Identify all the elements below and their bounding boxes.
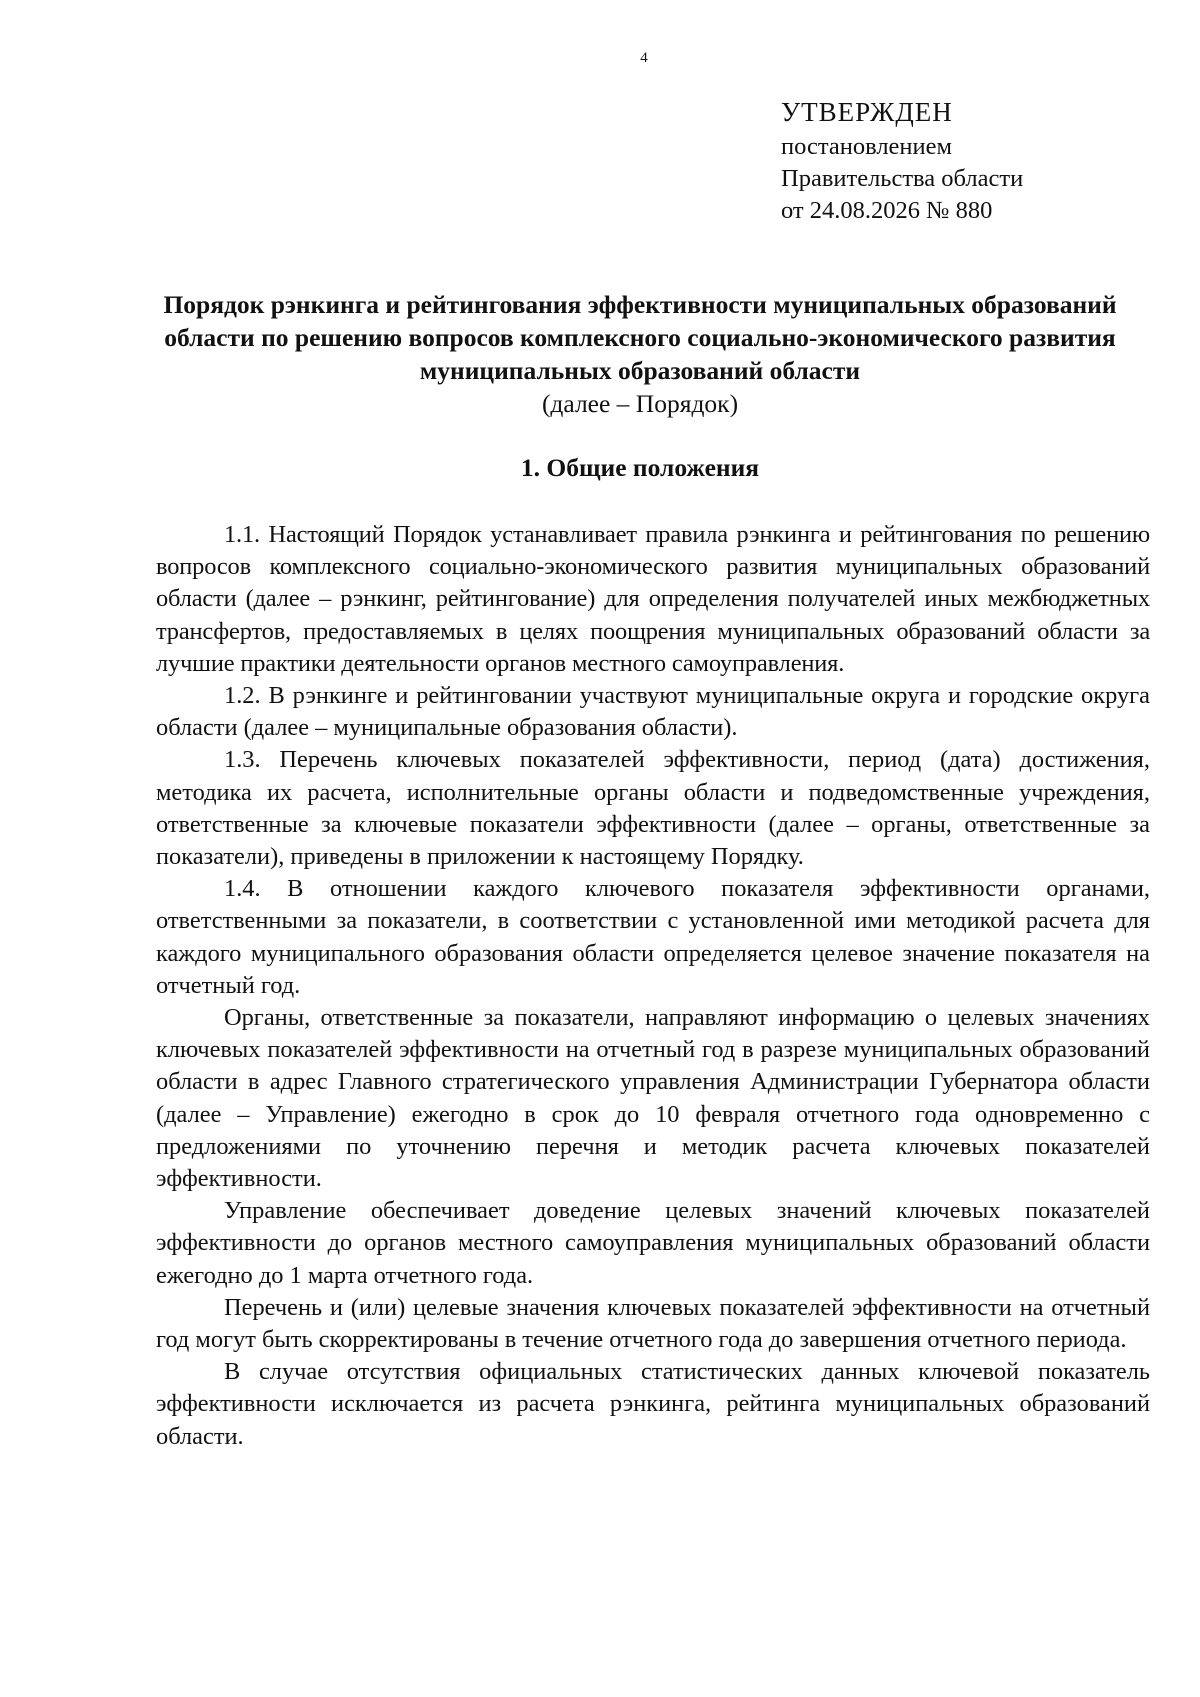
document-title-main: Порядок рэнкинга и рейтингования эффективности муниципальных образований области по решению вопросов комплексного социально-экономического развития муниципальных образований области [163, 290, 1117, 385]
paragraph-corrections: Перечень и (или) целевые значения ключевых показателей эффективности на отчетный год могут быть скорректированы в течение отчетного года до завершения отчетного периода. [156, 1293, 1150, 1354]
paragraph-targets-info: Органы, ответственные за показатели, направляют информацию о целевых значениях ключевых показателей эффективности на отчетный год в разрезе муниципальных образований области в адрес Главного стратегического управления Администрации Губернатора области (далее – Управление) ежегодно в срок до 10 февраля отчетного года одновременно с предложениями по уточнению перечня и методик расчета ключевых показателей эффективности. [156, 1004, 1150, 1193]
page-number: 4 [640, 50, 648, 66]
approval-line-1: постановлением [781, 133, 953, 160]
section-heading: 1. Общие положения [520, 453, 760, 482]
paragraph-1-2: 1.2. В рэнкинге и рейтинговании участвуют муниципальные округа и городские округа области (далее – муниципальные образования области). [156, 682, 1150, 742]
document-title [140, 288, 1140, 420]
paragraph-no-data: В случае отсутствия официальных статистических данных ключевой показатель эффективности исключается из расчета рэнкинга, рейтинга муниципальных образований области. [156, 1358, 1150, 1450]
section-body [156, 519, 1150, 1453]
paragraph-management: Управление обеспечивает доведение целевых значений ключевых показателей эффективности до органов местного самоуправления муниципальных образований области ежегодно до 1 марта отчетного года. [156, 1197, 1150, 1289]
document-title-subtitle: (далее – Порядок) [541, 389, 739, 418]
approval-block [781, 93, 1023, 227]
approval-status: УТВЕРЖДЕН [781, 97, 953, 127]
paragraph-1-3: 1.3. Перечень ключевых показателей эффективности, период (дата) достижения, методика их расчета, исполнительные органы области и подведомственные учреждения, ответственные за ключевые показатели эффективности (далее – органы, ответственные за показатели), приведены в приложении к настоящему Порядку. [156, 746, 1150, 871]
approval-line-2: Правительства области [781, 165, 1024, 192]
paragraph-1-1: 1.1. Настоящий Порядок устанавливает правила рэнкинга и рейтингования по решению вопросов комплексного социально-экономического развития муниципальных образований области (далее – рэнкинг, рейтингование) для определения получателей иных межбюджетных трансфертов, предоставляемых в целях поощрения муниципальных образований области за лучшие практики деятельности органов местного самоуправления. [156, 521, 1150, 677]
paragraph-1-4: 1.4. В отношении каждого ключевого показателя эффективности органами, ответственными за показатели, в соответствии с установленной ими методикой расчета для каждого муниципального образования области определяется целевое значение показателя на отчетный год. [156, 875, 1150, 999]
approval-line-3: от 24.08.2026 № 880 [781, 197, 993, 224]
